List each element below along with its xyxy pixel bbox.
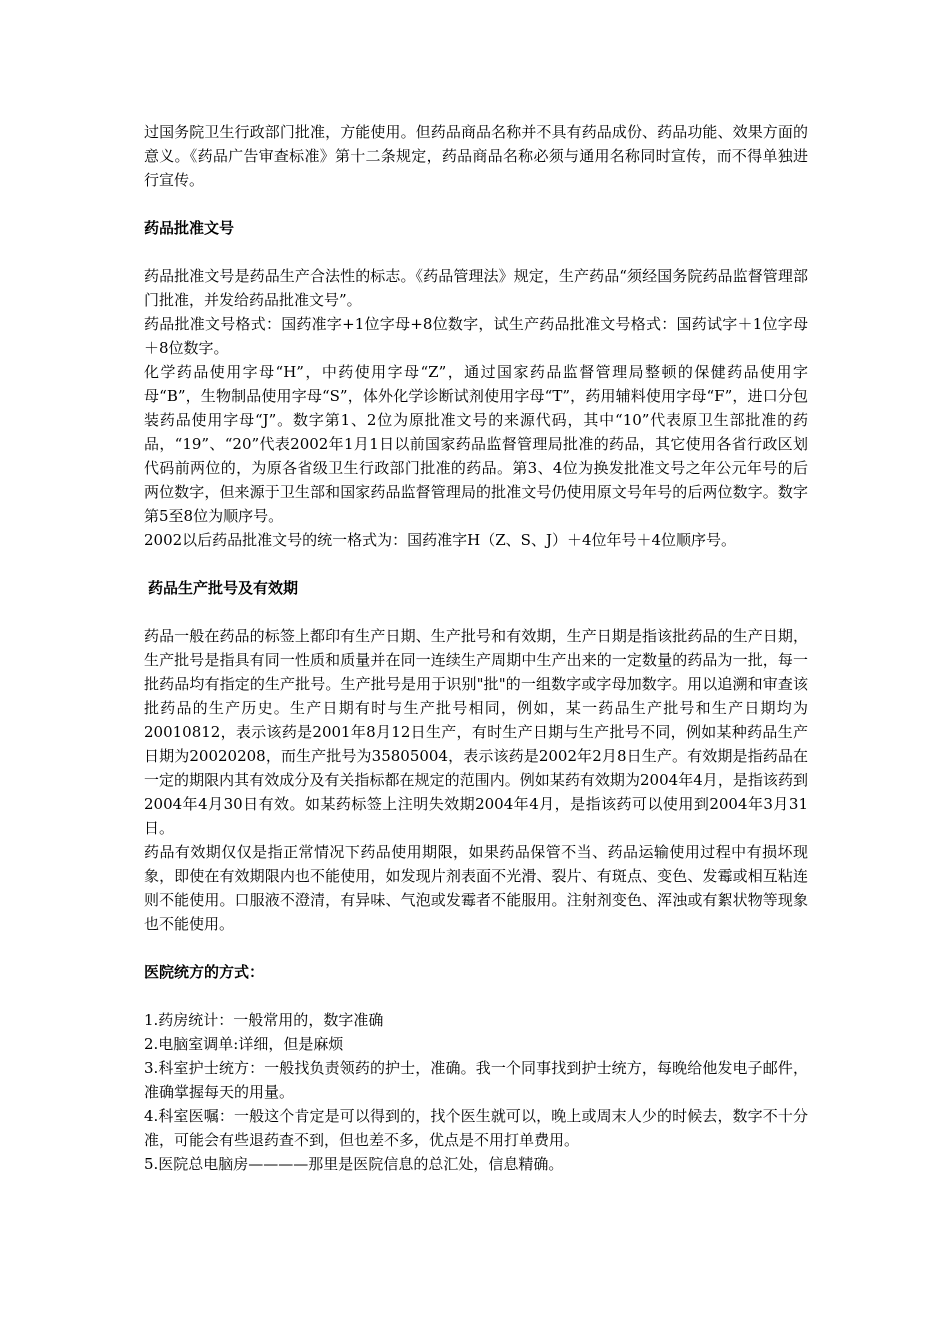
list-item: 4.科室医嘱：一般这个肯定是可以得到的，找个医生就可以，晚上或周末人少的时候去，数字不十分准，可能会有些退药查不到，但也差不多，优点是不用打单费用。 <box>144 1107 808 1149</box>
spacer <box>144 192 808 216</box>
spacer <box>144 552 808 576</box>
approval-heading: 药品批准文号 <box>144 219 235 237</box>
batch-heading: 药品生产批号及有效期 <box>148 579 299 597</box>
spacer <box>144 240 808 264</box>
list-item: 1.药房统计：一般常用的，数字准确 <box>144 1011 384 1029</box>
approval-paragraph-2: 药品批准文号格式：国药准字+1位字母+8位数字，试生产药品批准文号格式：国药试字＋1位字母＋8位数字。 <box>144 315 808 357</box>
approval-paragraph-3: 化学药品使用字母“H”，中药使用字母“Z”，通过国家药品监督管理局整顿的保健药品使用字母“B”，生物制品使用字母“S”，体外化学诊断试剂使用字母“T”，药用辅料使用字母“F”，进口分包装药品使用字母“J”。数字第1、2位为原批准文号的来源代码，其中“10”代表原卫生部批准的药品，“19”、“20”代表2002年1月1日以前国家药品监督管理局批准的药品，其它使用各省行政区划代码前两位的，为原各省级卫生行政部门批准的药品。第3、4位为换发批准文号之年公元年号的后两位数字，但来源于卫生部和国家药品监督管理局的批准文号仍使用原文号年号的后两位数字。数字第5至8位为顺序号。 <box>144 363 808 525</box>
list-item: 3.科室护士统方：一般找负责领药的护士，准确。我一个同事找到护士统方，每晚给他发电子邮件，准确掌握每天的用量。 <box>144 1059 808 1101</box>
spacer <box>144 600 808 624</box>
list-item: 2.电脑室调单:详细，但是麻烦 <box>144 1035 344 1053</box>
list-item: 5.医院总电脑房————那里是医院信息的总汇处，信息精确。 <box>144 1155 564 1173</box>
batch-paragraph-2: 药品有效期仅仅是指正常情况下药品使用期限，如果药品保管不当、药品运输使用过程中有损坏现象，即使在有效期限内也不能使用，如发现片剂表面不光滑、裂片、有斑点、变色、发霉或相互粘连则不能使用。口服液不澄清，有异味、气泡或发霉者不能服用。注射剂变色、浑浊或有絮状物等现象也不能使用。 <box>144 843 808 933</box>
hospital-heading: 医院统方的方式： <box>144 963 265 981</box>
spacer <box>144 984 808 1008</box>
approval-paragraph-1: 药品批准文号是药品生产合法性的标志。《药品管理法》规定，生产药品“须经国务院药品监督管理部门批准，并发给药品批准文号”。 <box>144 267 808 309</box>
spacer <box>144 936 808 960</box>
intro-paragraph: 过国务院卫生行政部门批准，方能使用。但药品商品名称并不具有药品成份、药品功能、效果方面的意义。《药品广告审查标准》第十二条规定，药品商品名称必须与通用名称同时宣传，而不得单独进行宣传。 <box>144 123 808 189</box>
batch-paragraph-1: 药品一般在药品的标签上都印有生产日期、生产批号和有效期，生产日期是指该批药品的生产日期，生产批号是指具有同一性质和质量并在同一连续生产周期中生产出来的一定数量的药品为一批，每一批药品均有指定的生产批号。生产批号是用于识别"批"的一组数字或字母加数字。用以追溯和审查该批药品的生产历史。生产日期有时与生产批号相同，例如，某一药品生产批号和生产日期均为20010812，表示该药是2001年8月12日生产，有时生产日期与生产批号不同，例如某种药品生产日期为20020208，而生产批号为35805004，表示该药是2002年2月8日生产。有效期是指药品在一定的期限内其有效成分及有关指标都在规定的范围内。例如某药有效期为2004年4月，是指该药到2004年4月30日有效。如某药标签上注明失效期2004年4月，是指该药可以使用到2004年3月31日。 <box>144 627 808 837</box>
document-page <box>144 120 808 1176</box>
approval-paragraph-4: 2002以后药品批准文号的统一格式为：国药准字H（Z、S、J）＋4位年号＋4位顺序号。 <box>144 531 737 549</box>
